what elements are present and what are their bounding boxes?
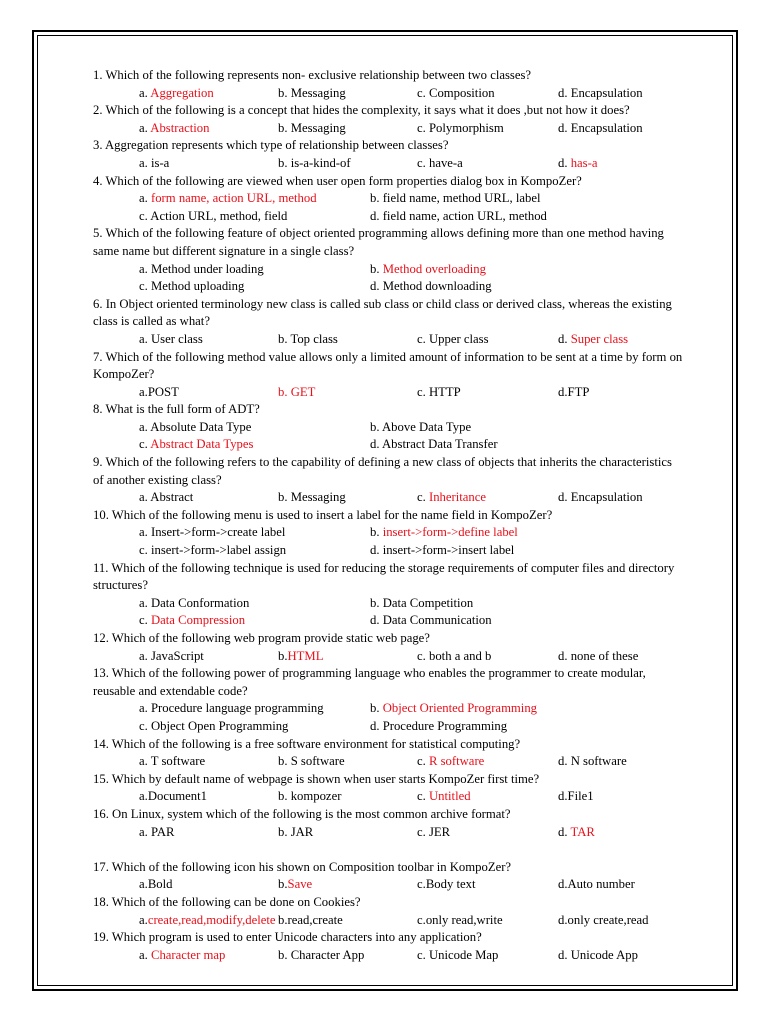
question-text: 5. Which of the following feature of object oriented programming allows defining more than one method having same name but different signature in a single class?: [93, 226, 664, 258]
option: [417, 155, 463, 173]
option-text: Object Open Programming: [150, 718, 289, 733]
blank-line: [93, 841, 683, 859]
option: [278, 155, 351, 173]
option-text: Method downloading: [382, 279, 492, 294]
question-text: 13. Which of the following power of programming language who enables the programmer to create modular, reusable and extendable code?: [93, 666, 646, 698]
correct-answer: Save: [287, 877, 313, 892]
option-letter: c.: [417, 648, 429, 663]
option-letter: c.: [139, 613, 151, 628]
correct-answer: Untitled: [428, 789, 471, 804]
option-letter: a.: [139, 331, 151, 346]
correct-answer: TAR: [570, 824, 595, 839]
option-letter: b.: [370, 525, 383, 540]
option-letter: d.: [558, 384, 568, 399]
options-row: [139, 331, 683, 349]
option-letter: a.: [139, 525, 151, 540]
option: [558, 120, 643, 138]
option-letter: b.: [370, 419, 382, 434]
question-text: 7. Which of the following method value allows only a limited amount of information to be sent at a time by form on KompoZer?: [93, 349, 683, 382]
option: [417, 947, 498, 965]
question-text: 1. Which of the following represents non- exclusive relationship between two classes?: [93, 68, 532, 82]
option: [139, 718, 288, 736]
option: [278, 876, 312, 894]
option: [139, 788, 207, 806]
option: [139, 120, 209, 138]
question-text: 15. Which by default name of webpage is shown when user starts KompoZer first time?: [93, 771, 540, 786]
option-letter: d.: [370, 437, 382, 452]
correct-answer: HTML: [287, 648, 324, 663]
option: [370, 595, 473, 613]
option: [139, 331, 203, 349]
option: [139, 261, 264, 279]
question-text: 17. Which of the following icon his shown on Composition toolbar in KompoZer?: [93, 859, 512, 874]
option-letter: a.: [139, 789, 148, 804]
correct-answer: Method overloading: [382, 261, 486, 276]
option-text: JER: [428, 824, 451, 839]
option-text: PAR: [150, 824, 175, 839]
option: [139, 85, 214, 103]
option-text: field name, method URL, label: [382, 191, 541, 206]
options-row: [139, 788, 683, 806]
option: [139, 824, 175, 842]
option: [139, 524, 285, 542]
option-text: T software: [150, 754, 206, 769]
correct-answer: form name, action URL, method: [150, 191, 317, 206]
options-row: [139, 876, 683, 894]
option: [417, 824, 450, 842]
option-text: Upper class: [428, 331, 489, 346]
option-text: File1: [567, 789, 594, 804]
option: [278, 788, 341, 806]
correct-answer: R software: [428, 754, 485, 769]
option-letter: b.: [278, 331, 291, 346]
option-letter: a.: [139, 824, 151, 839]
option-text: Unicode App: [570, 947, 638, 962]
correct-answer: insert->form->define label: [382, 525, 518, 540]
option: [370, 612, 492, 630]
option-letter: a.: [139, 120, 151, 135]
option-letter: c.: [417, 120, 429, 135]
option-letter: d.: [370, 613, 383, 628]
option-letter: b.: [278, 824, 291, 839]
option-text: Data Competition: [382, 595, 474, 610]
option-text: read,create: [287, 912, 343, 927]
option-letter: b.: [370, 701, 383, 716]
option: [558, 753, 627, 771]
options-row: [139, 912, 683, 930]
option-text: Composition: [428, 85, 495, 100]
option-text: Data Communication: [382, 613, 492, 628]
question-text: 6. In Object oriented terminology new class is called sub class or child class or derived class, whereas the existing class is called as what?: [93, 296, 672, 329]
option: [278, 384, 315, 402]
option-letter: d.: [558, 490, 571, 505]
option: [139, 753, 205, 771]
option-text: User class: [150, 331, 203, 346]
option-letter: b.: [370, 261, 383, 276]
option-letter: b.: [278, 754, 291, 769]
correct-answer: Data Compression: [150, 613, 246, 628]
option-letter: d.: [558, 85, 571, 100]
option-letter: c.: [417, 754, 429, 769]
option-letter: c.: [417, 490, 429, 505]
option: [417, 120, 504, 138]
question-text: 8. What is the full form of ADT?: [93, 402, 260, 417]
question-text: 9. Which of the following refers to the capability of defining a new class of objects that inherits the characteristics of another existing class?: [93, 455, 672, 487]
option: [139, 612, 245, 630]
option-letter: c.: [139, 718, 151, 733]
option: [139, 278, 244, 296]
option-letter: d.: [370, 208, 383, 223]
options-row: [139, 824, 683, 842]
option-letter: d.: [370, 279, 383, 294]
options-row: [139, 648, 683, 666]
option: [417, 876, 476, 894]
correct-answer: Super class: [570, 331, 629, 346]
option: [139, 700, 324, 718]
option-text: Body text: [425, 877, 476, 892]
option: [417, 912, 503, 930]
option: [139, 648, 204, 666]
question-text: 12. Which of the following web program provide static web page?: [93, 631, 430, 645]
option: [139, 489, 193, 507]
option-letter: d.: [370, 718, 383, 733]
option-letter: a.: [139, 648, 151, 663]
option-letter: c.: [417, 789, 429, 804]
option-text: N software: [570, 754, 627, 769]
option-text: FTP: [567, 384, 590, 399]
option: [417, 648, 491, 666]
option: [139, 155, 169, 173]
correct-answer: GET: [290, 384, 316, 399]
question-text: 11. Which of the following technique is used for reducing the storage requirements of computer files and directory structures?: [93, 560, 675, 593]
option: [558, 912, 649, 930]
option-text: Data Conformation: [150, 595, 250, 610]
option: [139, 436, 253, 454]
option-text: Messaging: [290, 85, 346, 100]
options-row: [139, 524, 683, 542]
option: [370, 419, 471, 437]
option-letter: d.: [558, 754, 571, 769]
question-text: 3. Aggregation represents which type of relationship between classes?: [93, 138, 449, 153]
option-letter: b.: [278, 85, 291, 100]
question-text: 19. Which program is used to enter Unicode characters into any application?: [93, 930, 482, 945]
option: [370, 700, 537, 718]
options-row: [139, 753, 683, 771]
options-row: [139, 718, 683, 736]
option-letter: d.: [558, 789, 568, 804]
option: [558, 788, 594, 806]
option: [558, 384, 589, 402]
option: [139, 912, 276, 930]
question-text: 2. Which of the following is a concept that hides the complexity, it says what it does ,but not how it does?: [93, 103, 630, 118]
option: [417, 489, 486, 507]
question-text: 18. Which of the following can be done on Cookies?: [93, 894, 361, 909]
option-letter: a.: [139, 384, 148, 399]
correct-answer: Character map: [150, 947, 226, 962]
option: [278, 648, 323, 666]
option-letter: b.: [278, 384, 291, 399]
options-row: [139, 947, 683, 965]
option-text: Top class: [290, 331, 338, 346]
option: [278, 489, 346, 507]
option-letter: d.: [558, 947, 571, 962]
option-text: Procedure Programming: [382, 718, 508, 733]
option-text: Bold: [147, 877, 173, 892]
option-letter: a.: [139, 595, 151, 610]
option: [139, 542, 286, 560]
option-text: Method under loading: [150, 261, 264, 276]
option-letter: a.: [139, 912, 148, 927]
option-letter: b.: [370, 595, 383, 610]
option-text: POST: [147, 384, 179, 399]
option-text: Messaging: [290, 490, 346, 505]
options-row: [139, 489, 683, 507]
option: [370, 542, 514, 560]
options-row: [139, 278, 683, 296]
option: [370, 278, 492, 296]
option: [558, 489, 643, 507]
option-letter: a.: [139, 490, 151, 505]
option: [370, 436, 498, 454]
option: [278, 753, 345, 771]
option: [278, 912, 343, 930]
option-text: Absolute Data Type: [150, 419, 252, 434]
option-text: Messaging: [290, 120, 346, 135]
question-text: 16. On Linux, system which of the following is the most common archive format?: [93, 806, 511, 821]
option-letter: a.: [139, 701, 151, 716]
options-row: [139, 155, 683, 173]
option-letter: a.: [139, 261, 151, 276]
option-text: only read,write: [425, 912, 503, 927]
options-row: [139, 436, 683, 454]
option: [417, 753, 484, 771]
option: [558, 824, 595, 842]
option-letter: c.: [417, 947, 429, 962]
option: [139, 595, 249, 613]
option-text: Action URL, method, field: [150, 208, 288, 223]
option-text: Method uploading: [150, 279, 245, 294]
option-letter: a.: [139, 877, 148, 892]
option: [417, 788, 471, 806]
option-letter: c.: [139, 279, 151, 294]
option-letter: c.: [417, 824, 429, 839]
option-text: Insert->form->create label: [150, 525, 286, 540]
option-letter: d.: [558, 824, 571, 839]
option-text: Character App: [290, 947, 365, 962]
option-letter: c.: [417, 85, 429, 100]
option-text: is-a-kind-of: [290, 155, 351, 170]
option-letter: b.: [278, 490, 291, 505]
option-letter: a.: [139, 419, 151, 434]
correct-answer: Abstract Data Types: [150, 437, 254, 452]
options-row: [139, 542, 683, 560]
correct-answer: Abstraction: [150, 120, 210, 135]
option-letter: b.: [278, 155, 291, 170]
option-text: both a and b: [428, 648, 492, 663]
correct-answer: has-a: [570, 155, 598, 170]
option-letter: c.: [417, 331, 429, 346]
option-text: Polymorphism: [428, 120, 504, 135]
option: [558, 331, 628, 349]
option-text: JavaScript: [150, 648, 204, 663]
option: [370, 208, 547, 226]
option-text: none of these: [570, 648, 639, 663]
option-letter: c.: [139, 543, 151, 558]
option: [370, 190, 541, 208]
option-text: Auto number: [567, 877, 635, 892]
option-text: Abstract: [150, 490, 194, 505]
option-letter: b.: [370, 191, 383, 206]
option-text: Encapsulation: [570, 85, 643, 100]
question-text: 4. Which of the following are viewed when user open form properties dialog box in KompoZer?: [93, 173, 582, 188]
option-letter: c.: [417, 877, 426, 892]
option: [278, 120, 346, 138]
option-text: S software: [290, 754, 345, 769]
option: [417, 384, 461, 402]
option: [370, 718, 507, 736]
options-row: [139, 190, 683, 208]
option-letter: d.: [558, 877, 568, 892]
correct-answer: Aggregation: [150, 85, 214, 100]
option-letter: d.: [558, 155, 571, 170]
option: [139, 419, 251, 437]
option: [278, 824, 313, 842]
option-letter: a.: [139, 85, 151, 100]
question-text: 14. Which of the following is a free software environment for statistical computing?: [93, 736, 521, 751]
option-letter: b.: [278, 648, 288, 663]
option-text: is-a: [150, 155, 170, 170]
options-row: [139, 120, 683, 138]
option-text: HTTP: [428, 384, 461, 399]
correct-answer: Object Oriented Programming: [382, 701, 538, 716]
question-text: 10. Which of the following menu is used to insert a label for the name field in KompoZer?: [93, 507, 553, 522]
option-text: have-a: [428, 155, 463, 170]
option: [558, 876, 635, 894]
option: [278, 331, 338, 349]
option: [417, 85, 495, 103]
option-letter: d.: [558, 912, 568, 927]
correct-answer: create,read,modify,delete: [147, 912, 276, 927]
option-letter: b.: [278, 789, 291, 804]
option-letter: d.: [558, 648, 571, 663]
options-row: [139, 208, 683, 226]
option: [558, 155, 597, 173]
options-row: [139, 384, 683, 402]
option-letter: d.: [558, 331, 571, 346]
option-text: Procedure language programming: [150, 701, 324, 716]
option-letter: a.: [139, 155, 151, 170]
option-text: Document1: [147, 789, 208, 804]
option: [139, 190, 317, 208]
option-text: JAR: [290, 824, 314, 839]
option-text: Encapsulation: [570, 120, 643, 135]
option-text: Unicode Map: [428, 947, 499, 962]
option-text: only create,read: [567, 912, 649, 927]
option: [417, 331, 489, 349]
option-letter: b.: [278, 120, 291, 135]
option-letter: c.: [139, 437, 151, 452]
option-letter: c.: [417, 384, 429, 399]
option: [558, 648, 638, 666]
option: [278, 947, 364, 965]
option-text: field name, action URL, method: [382, 208, 547, 223]
option-letter: a.: [139, 947, 151, 962]
options-row: [139, 612, 683, 630]
options-row: [139, 261, 683, 279]
option-letter: d.: [370, 543, 383, 558]
option: [139, 947, 225, 965]
options-row: [139, 595, 683, 613]
option-letter: c.: [417, 912, 426, 927]
option-letter: d.: [558, 120, 571, 135]
option: [139, 208, 287, 226]
option: [558, 85, 643, 103]
option: [558, 947, 638, 965]
option-letter: a.: [139, 191, 151, 206]
option-letter: b.: [278, 877, 288, 892]
options-row: [139, 85, 683, 103]
option: [139, 876, 173, 894]
option-letter: c.: [139, 208, 151, 223]
option-letter: b.: [278, 947, 291, 962]
option-letter: a.: [139, 754, 151, 769]
option-text: Encapsulation: [570, 490, 643, 505]
option-text: insert->form->label assign: [150, 543, 287, 558]
options-row: [139, 700, 683, 718]
option: [139, 384, 179, 402]
question-list: [93, 67, 683, 964]
option-text: kompozer: [290, 789, 342, 804]
option-letter: b.: [278, 912, 288, 927]
option-text: Abstract Data Transfer: [382, 437, 498, 452]
option: [370, 261, 486, 279]
option: [278, 85, 346, 103]
option-letter: c.: [417, 155, 429, 170]
correct-answer: Inheritance: [428, 490, 487, 505]
option-text: insert->form->insert label: [382, 543, 515, 558]
options-row: [139, 419, 683, 437]
option-text: Above Data Type: [382, 419, 472, 434]
option: [370, 524, 518, 542]
